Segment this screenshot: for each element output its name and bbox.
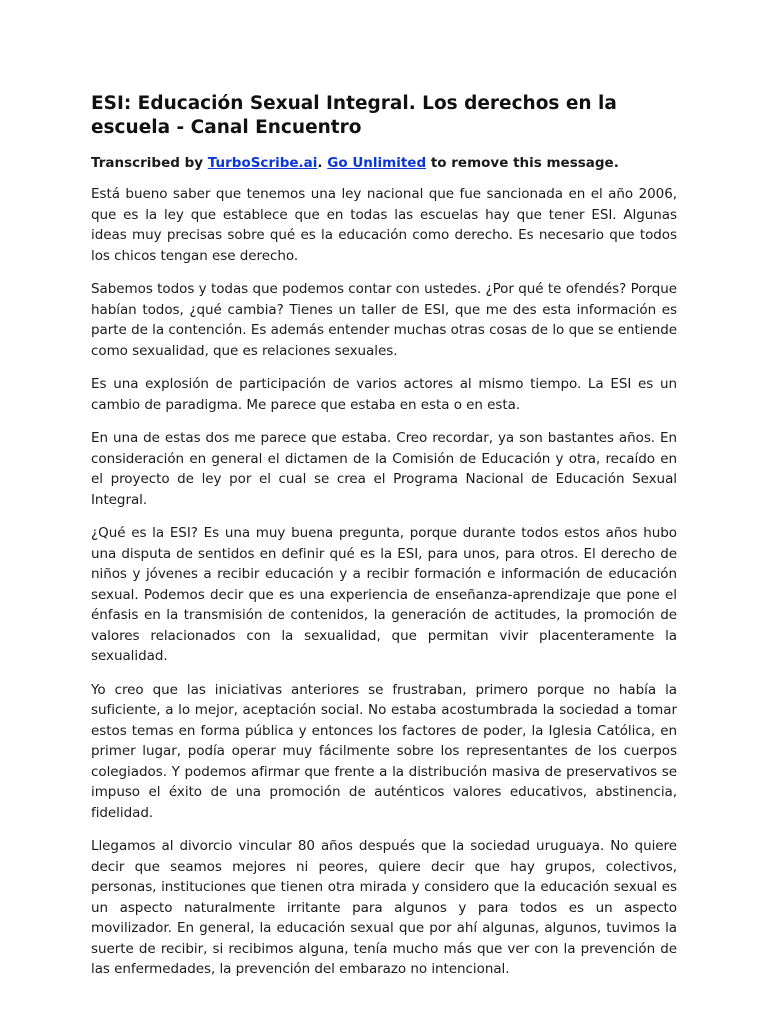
paragraph-6: Yo creo que las iniciativas anteriores se frustraban, primero porque no había la suficiente, a lo mejor, aceptación social. No estaba acostumbrada la sociedad a tomar estos temas en forma pública y entonces los factores de poder, la Iglesia Católica, en primer lugar, podía operar muy fácilmente sobre los representantes de los cuerpos colegiados. Y podemos afirmar que frente a la distribución masiva de preservativos se impuso el éxito de una promoción de auténticos valores educativos, abstinencia, fidelidad. xyxy=(91,681,677,821)
transcription-notice xyxy=(91,154,677,172)
paragraph-5: ¿Qué es la ESI? Es una muy buena pregunta, porque durante todos estos años hubo una disputa de sentidos en definir qué es la ESI, para unos, para otros. El derecho de niños y jóvenes a recibir educación y a recibir formación e información de educación sexual. Podemos decir que es una experiencia de enseñanza-aprendizaje que pone el énfasis en la transmisión de contenidos, la generación de actitudes, la promoción de valores relacionados con la sexualidad, que permitan vivir placenteramente la sexualidad. xyxy=(91,525,677,664)
paragraph-3: Es una explosión de participación de varios actores al mismo tiempo. La ESI es un cambio de paradigma. Me parece que estaba en esta o en esta. xyxy=(91,376,677,413)
transcription-suffix: to remove this message. xyxy=(426,155,619,171)
document-page xyxy=(91,0,677,980)
paragraph-2: Sabemos todos y todas que podemos contar con ustedes. ¿Por qué te ofendés? Porque habían todos, ¿qué cambia? Tienes un taller de ESI, que me des esta información es parte de la contención. Es además entender muchas otras cosas de lo que se entiende como sexualidad, que es relaciones sexuales. xyxy=(91,281,677,359)
paragraph-1: Está bueno saber que tenemos una ley nacional que fue sancionada en el año 2006, que es la ley que establece que en todas las escuelas hay que tener ESI. Algunas ideas muy precisas sobre qué es la educación como derecho. Es necesario que todos los chicos tengan ese derecho. xyxy=(91,186,677,264)
paragraph-7: Llegamos al divorcio vincular 80 años después que la sociedad uruguaya. No quiere decir que seamos mejores ni peores, quiere decir que hay grupos, colectivos, personas, instituciones que tienen otra mirada y considero que la educación sexual es un aspecto naturalmente irritante para algunos y para todos es un aspecto movilizador. En general, la educación sexual que por ahí algunas, algunos, tuvimos la suerte de recibir, si recibimos alguna, tenía mucho más que ver con la prevención de las enfermedades, la prevención del embarazo no intencional. xyxy=(91,838,677,977)
transcription-separator: . xyxy=(317,155,328,171)
paragraph-4: En una de estas dos me parece que estaba. Creo recordar, ya son bastantes años. En consideración en general el dictamen de la Comisión de Educación y otra, recaído en el proyecto de ley por el cual se crea el Programa Nacional de Educación Sexual Integral. xyxy=(91,430,677,508)
transcription-prefix: Transcribed by xyxy=(91,155,208,171)
go-unlimited-link[interactable]: Go Unlimited xyxy=(327,155,427,171)
turboscribe-link[interactable]: TurboScribe.ai xyxy=(207,155,318,171)
document-title: ESI: Educación Sexual Integral. Los derechos en la escuela - Canal Encuentro xyxy=(91,93,617,138)
